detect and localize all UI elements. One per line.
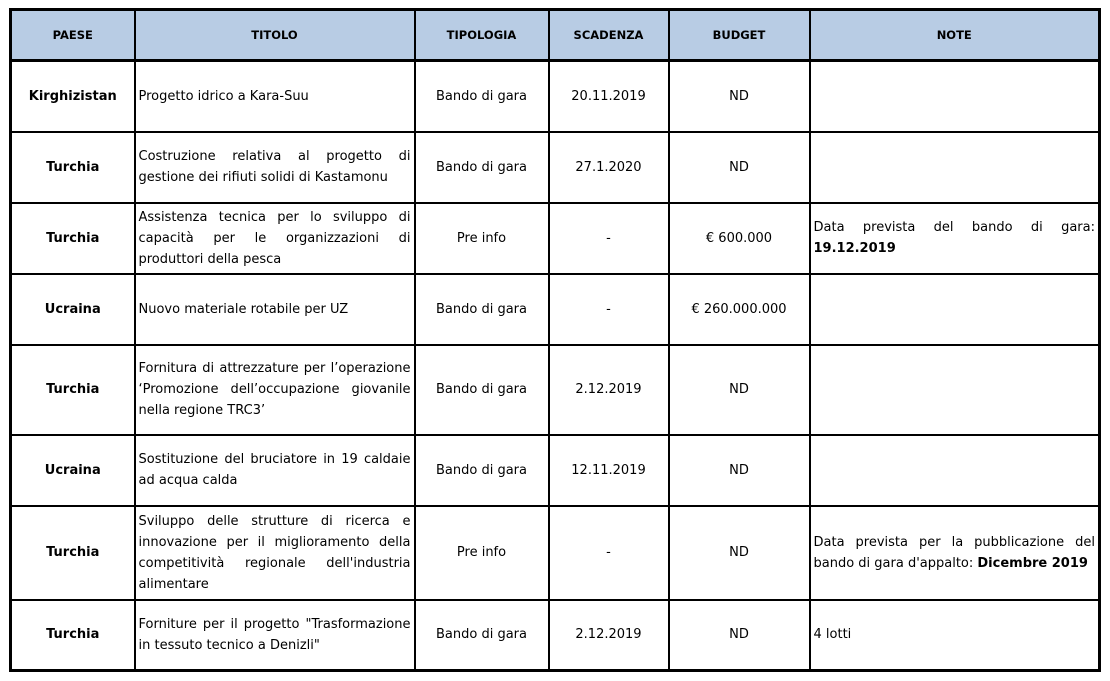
- cell-scadenza: 2.12.2019: [549, 600, 669, 671]
- header-paese: PAESE: [11, 10, 135, 61]
- cell-budget: ND: [669, 600, 810, 671]
- cell-scadenza: 20.11.2019: [549, 61, 669, 132]
- table-row: [11, 132, 1100, 203]
- table-row: [11, 345, 1100, 435]
- cell-titolo: Assistenza tecnica per lo sviluppo di capacità per le organizzazioni di produttori della pesca: [135, 203, 415, 274]
- cell-titolo: Progetto idrico a Kara-Suu: [135, 61, 415, 132]
- cell-scadenza: 27.1.2020: [549, 132, 669, 203]
- cell-budget: ND: [669, 506, 810, 600]
- table-row: [11, 506, 1100, 600]
- cell-note: [810, 345, 1100, 435]
- cell-tipologia: Pre info: [415, 506, 549, 600]
- cell-titolo: Fornitura di attrezzature per l’operazione ‘Promozione dell’occupazione giovanile nella regione TRC3’: [135, 345, 415, 435]
- cell-budget: ND: [669, 132, 810, 203]
- note-text: Data prevista del bando di gara:: [813, 220, 1095, 235]
- table-row: [11, 61, 1100, 132]
- note-bold-text: 19.12.2019: [813, 241, 896, 256]
- cell-scadenza: 12.11.2019: [549, 435, 669, 506]
- cell-note: [810, 203, 1100, 274]
- cell-scadenza: -: [549, 203, 669, 274]
- cell-paese: Turchia: [11, 203, 135, 274]
- cell-titolo: Sostituzione del bruciatore in 19 caldaie ad acqua calda: [135, 435, 415, 506]
- cell-titolo: Forniture per il progetto "Trasformazione in tessuto tecnico a Denizli": [135, 600, 415, 671]
- cell-tipologia: Bando di gara: [415, 600, 549, 671]
- cell-paese: Turchia: [11, 600, 135, 671]
- cell-note: [810, 132, 1100, 203]
- cell-tipologia: Bando di gara: [415, 435, 549, 506]
- table-row: [11, 435, 1100, 506]
- cell-note: [810, 435, 1100, 506]
- cell-paese: Ucraina: [11, 435, 135, 506]
- cell-note: [810, 600, 1100, 671]
- header-titolo: TITOLO: [135, 10, 415, 61]
- cell-paese: Turchia: [11, 506, 135, 600]
- cell-tipologia: Bando di gara: [415, 345, 549, 435]
- cell-budget: € 260.000.000: [669, 274, 810, 345]
- table-row: [11, 203, 1100, 274]
- tenders-table: [9, 8, 1101, 672]
- header-note: NOTE: [810, 10, 1100, 61]
- cell-scadenza: -: [549, 274, 669, 345]
- cell-titolo: Costruzione relativa al progetto di gestione dei rifiuti solidi di Kastamonu: [135, 132, 415, 203]
- cell-tipologia: Bando di gara: [415, 274, 549, 345]
- cell-budget: € 600.000: [669, 203, 810, 274]
- cell-budget: ND: [669, 61, 810, 132]
- cell-note: [810, 274, 1100, 345]
- cell-scadenza: 2.12.2019: [549, 345, 669, 435]
- table-row: [11, 274, 1100, 345]
- cell-budget: ND: [669, 345, 810, 435]
- cell-tipologia: Bando di gara: [415, 61, 549, 132]
- cell-titolo: Sviluppo delle strutture di ricerca e innovazione per il miglioramento della competitività regionale dell'industria alimentare: [135, 506, 415, 600]
- cell-titolo: Nuovo materiale rotabile per UZ: [135, 274, 415, 345]
- cell-scadenza: -: [549, 506, 669, 600]
- note-text: 4 lotti: [813, 627, 852, 643]
- header-row: [11, 10, 1100, 61]
- cell-tipologia: Bando di gara: [415, 132, 549, 203]
- cell-paese: Ucraina: [11, 274, 135, 345]
- note-text: Data prevista per la pubblicazione del bando di gara d'appalto:: [813, 534, 1095, 571]
- cell-paese: Kirghizistan: [11, 61, 135, 132]
- cell-note: [810, 506, 1100, 600]
- cell-note: [810, 61, 1100, 132]
- header-scadenza: SCADENZA: [549, 10, 669, 61]
- cell-tipologia: Pre info: [415, 203, 549, 274]
- header-tipologia: TIPOLOGIA: [415, 10, 549, 61]
- note-bold-text: Dicembre 2019: [977, 555, 1088, 571]
- cell-paese: Turchia: [11, 345, 135, 435]
- cell-budget: ND: [669, 435, 810, 506]
- table-row: [11, 600, 1100, 671]
- header-budget: BUDGET: [669, 10, 810, 61]
- cell-paese: Turchia: [11, 132, 135, 203]
